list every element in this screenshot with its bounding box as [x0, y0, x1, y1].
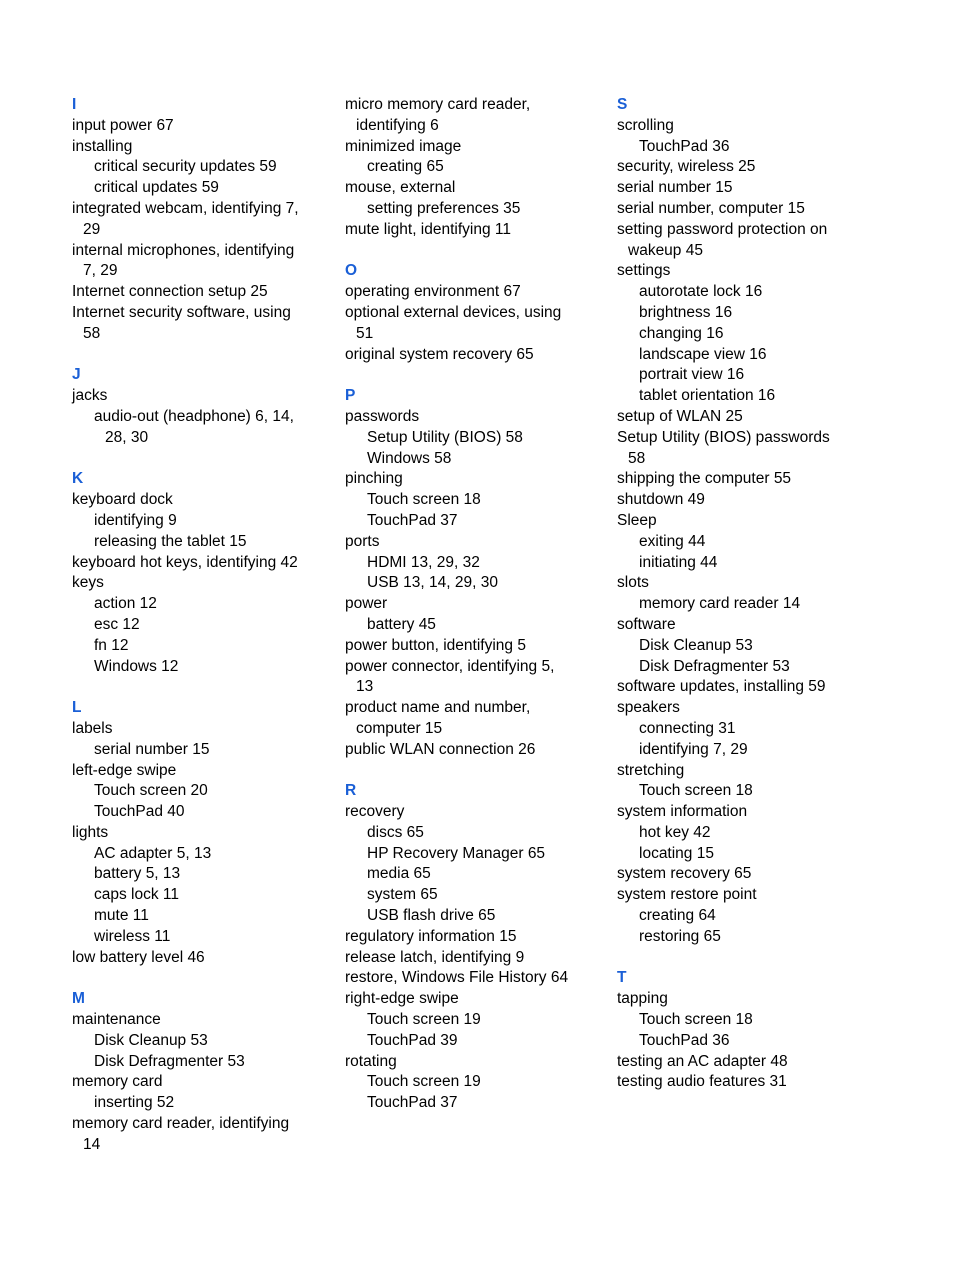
index-entry: rotating	[345, 1052, 397, 1070]
index-entry: memory card reader, identifying	[72, 1115, 290, 1133]
index-entry: installing	[72, 137, 133, 155]
index-subentry: Windows 58	[367, 449, 452, 467]
index-entry-continuation: wakeup 45	[628, 241, 703, 259]
section-gap	[345, 761, 605, 782]
index-subentry: Disk Cleanup 53	[639, 636, 753, 654]
index-subentry: landscape view 16	[639, 345, 767, 363]
index-entry: testing audio features 31	[617, 1073, 787, 1091]
index-column-1	[72, 95, 337, 1156]
index-entry: internal microphones, identifying	[72, 241, 295, 259]
index-letter-heading: S	[617, 96, 628, 113]
index-entry-continuation: 13	[356, 678, 374, 696]
index-entry: setup of WLAN 25	[617, 407, 743, 425]
index-entry: shipping the computer 55	[617, 470, 792, 488]
section-gap	[72, 968, 337, 989]
index-entry: restore, Windows File History 64	[345, 969, 569, 987]
index-entry: integrated webcam, identifying 7,	[72, 199, 299, 217]
index-entry: left-edge swipe	[72, 761, 177, 779]
index-entry-continuation: 14	[83, 1135, 101, 1153]
index-subentry: creating 64	[639, 907, 716, 925]
index-entry: lights	[72, 823, 109, 841]
index-subentry: restoring 65	[639, 927, 721, 945]
index-letter-heading: L	[72, 699, 82, 717]
index-subentry: battery 45	[367, 615, 436, 633]
index-letter-heading: J	[72, 366, 81, 384]
index-entry: right-edge swipe	[345, 990, 459, 1008]
index-entry: setting password protection on	[617, 220, 828, 238]
index-subentry: media 65	[367, 865, 431, 883]
index-subentry: TouchPad 39	[367, 1031, 458, 1049]
index-column-3	[617, 95, 917, 1093]
index-entry: optional external devices, using	[345, 303, 562, 321]
index-entry: system information	[617, 803, 748, 821]
index-entry: Internet security software, using	[72, 303, 291, 321]
index-entry: product name and number,	[345, 699, 531, 717]
index-subentry: creating 65	[367, 158, 444, 176]
index-subentry: identifying 9	[94, 511, 177, 529]
index-subentry: portrait view 16	[639, 366, 745, 384]
index-subentry: hot key 42	[639, 823, 711, 841]
index-subentry: USB flash drive 65	[367, 907, 496, 925]
index-subentry: Touch screen 19	[367, 1011, 481, 1029]
index-entry: security, wireless 25	[617, 158, 756, 176]
index-entry: minimized image	[345, 137, 462, 155]
index-entry: power button, identifying 5	[345, 636, 526, 654]
index-entry-continuation: 7, 29	[83, 262, 118, 280]
index-entry: pinching	[345, 470, 403, 488]
index-entry: tapping	[617, 990, 668, 1008]
index-subentry: locating 15	[639, 844, 714, 862]
index-subentry: changing 16	[639, 324, 724, 342]
index-letter-heading: R	[345, 782, 357, 800]
index-subentry: Touch screen 18	[367, 491, 481, 509]
index-subentry: TouchPad 37	[367, 511, 458, 529]
index-entry: system restore point	[617, 886, 757, 904]
section-gap	[617, 948, 917, 969]
index-letter-heading: O	[345, 262, 358, 280]
index-subentry: critical updates 59	[94, 179, 219, 197]
index-subentry: exiting 44	[639, 532, 706, 550]
section-gap	[72, 677, 337, 698]
index-entry: power connector, identifying 5,	[345, 657, 555, 675]
index-subentry: Setup Utility (BIOS) 58	[367, 428, 523, 446]
section-gap	[345, 365, 605, 386]
index-subentry: caps lock 11	[94, 886, 180, 904]
index-entry: release latch, identifying 9	[345, 948, 525, 966]
index-subentry: initiating 44	[639, 553, 718, 571]
index-entry: Internet connection setup 25	[72, 283, 268, 301]
index-letter-heading: K	[72, 470, 84, 488]
index-entry: stretching	[617, 761, 685, 779]
index-subentry: audio-out (headphone) 6, 14,	[94, 407, 294, 425]
index-entry-continuation: identifying 6	[356, 116, 439, 134]
index-entry: input power 67	[72, 116, 174, 134]
index-subentry: action 12	[94, 595, 157, 613]
index-subentry: Windows 12	[94, 657, 179, 675]
index-subentry: identifying 7, 29	[639, 740, 748, 758]
index-entry: slots	[617, 574, 649, 592]
index-subentry: brightness 16	[639, 303, 733, 321]
index-letter-heading: M	[72, 990, 85, 1008]
index-subentry: system 65	[367, 886, 438, 904]
section-gap	[345, 241, 605, 262]
index-subentry: TouchPad 40	[94, 803, 185, 821]
index-entry: micro memory card reader,	[345, 96, 531, 113]
index-subentry: Touch screen 19	[367, 1073, 481, 1091]
index-entry: keyboard hot keys, identifying 42	[72, 553, 298, 571]
index-entry: operating environment 67	[345, 283, 521, 301]
index-subentry: TouchPad 36	[639, 137, 730, 155]
index-entry: power	[345, 595, 388, 613]
index-entry: scrolling	[617, 116, 674, 134]
index-subentry: TouchPad 36	[639, 1031, 730, 1049]
index-entry: system recovery 65	[617, 865, 752, 883]
index-entry: shutdown 49	[617, 491, 705, 509]
index-entry: mute light, identifying 11	[345, 220, 512, 238]
index-entry: keyboard dock	[72, 491, 173, 509]
index-entry-continuation: 28, 30	[105, 428, 149, 446]
index-entry: Setup Utility (BIOS) passwords	[617, 428, 830, 446]
index-subentry: esc 12	[94, 615, 140, 633]
index-entry: recovery	[345, 803, 405, 821]
index-subentry: serial number 15	[94, 740, 210, 758]
index-subentry: autorotate lock 16	[639, 283, 763, 301]
index-subentry: Touch screen 18	[639, 1011, 753, 1029]
index-letter-heading: I	[72, 96, 77, 113]
index-entry-continuation: 58	[83, 324, 101, 342]
section-gap	[72, 449, 337, 470]
index-subentry: discs 65	[367, 823, 424, 841]
section-gap	[72, 345, 337, 366]
index-entry: keys	[72, 574, 104, 592]
index-entry: jacks	[72, 387, 108, 405]
index-subentry: Touch screen 18	[639, 782, 753, 800]
index-entry: low battery level 46	[72, 948, 205, 966]
index-subentry: USB 13, 14, 29, 30	[367, 574, 498, 592]
index-entry: passwords	[345, 407, 420, 425]
index-entry: settings	[617, 262, 671, 280]
index-subentry: Touch screen 20	[94, 782, 208, 800]
index-letter-heading: T	[617, 969, 627, 987]
index-subentry: memory card reader 14	[639, 595, 801, 613]
index-subentry: HP Recovery Manager 65	[367, 844, 546, 862]
index-subentry: releasing the tablet 15	[94, 532, 247, 550]
index-subentry: Disk Defragmenter 53	[94, 1052, 245, 1070]
index-entry-continuation: 58	[628, 449, 646, 467]
index-entry: ports	[345, 532, 380, 550]
index-entry-continuation: computer 15	[356, 719, 443, 737]
index-entry: serial number 15	[617, 179, 733, 197]
index-entry: labels	[72, 719, 113, 737]
index-subentry: connecting 31	[639, 719, 736, 737]
index-subentry: battery 5, 13	[94, 865, 181, 883]
index-subentry: critical security updates 59	[94, 158, 277, 176]
index-subentry: Disk Cleanup 53	[94, 1031, 208, 1049]
index-entry: memory card	[72, 1073, 163, 1091]
index-subentry: Disk Defragmenter 53	[639, 657, 790, 675]
index-subentry: mute 11	[94, 907, 149, 925]
index-subentry: inserting 52	[94, 1094, 175, 1112]
index-entry: speakers	[617, 699, 680, 717]
index-entry: mouse, external	[345, 179, 456, 197]
index-entry-continuation: 29	[83, 220, 101, 238]
index-column-2	[345, 95, 605, 1114]
index-entry: software	[617, 615, 676, 633]
index-subentry: HDMI 13, 29, 32	[367, 553, 480, 571]
index-entry: maintenance	[72, 1011, 161, 1029]
index-entry: serial number, computer 15	[617, 199, 805, 217]
index-entry: public WLAN connection 26	[345, 740, 536, 758]
index-subentry: wireless 11	[94, 927, 171, 945]
index-letter-heading: P	[345, 387, 356, 405]
index-subentry: fn 12	[94, 636, 129, 654]
index-subentry: TouchPad 37	[367, 1094, 458, 1112]
index-subentry: tablet orientation 16	[639, 387, 776, 405]
index-entry: testing an AC adapter 48	[617, 1052, 788, 1070]
index-entry: Sleep	[617, 511, 657, 529]
index-entry: regulatory information 15	[345, 927, 517, 945]
index-subentry: setting preferences 35	[367, 199, 521, 217]
index-entry: software updates, installing 59	[617, 678, 826, 696]
index-entry: original system recovery 65	[345, 345, 534, 363]
index-subentry: AC adapter 5, 13	[94, 844, 212, 862]
index-entry-continuation: 51	[356, 324, 374, 342]
